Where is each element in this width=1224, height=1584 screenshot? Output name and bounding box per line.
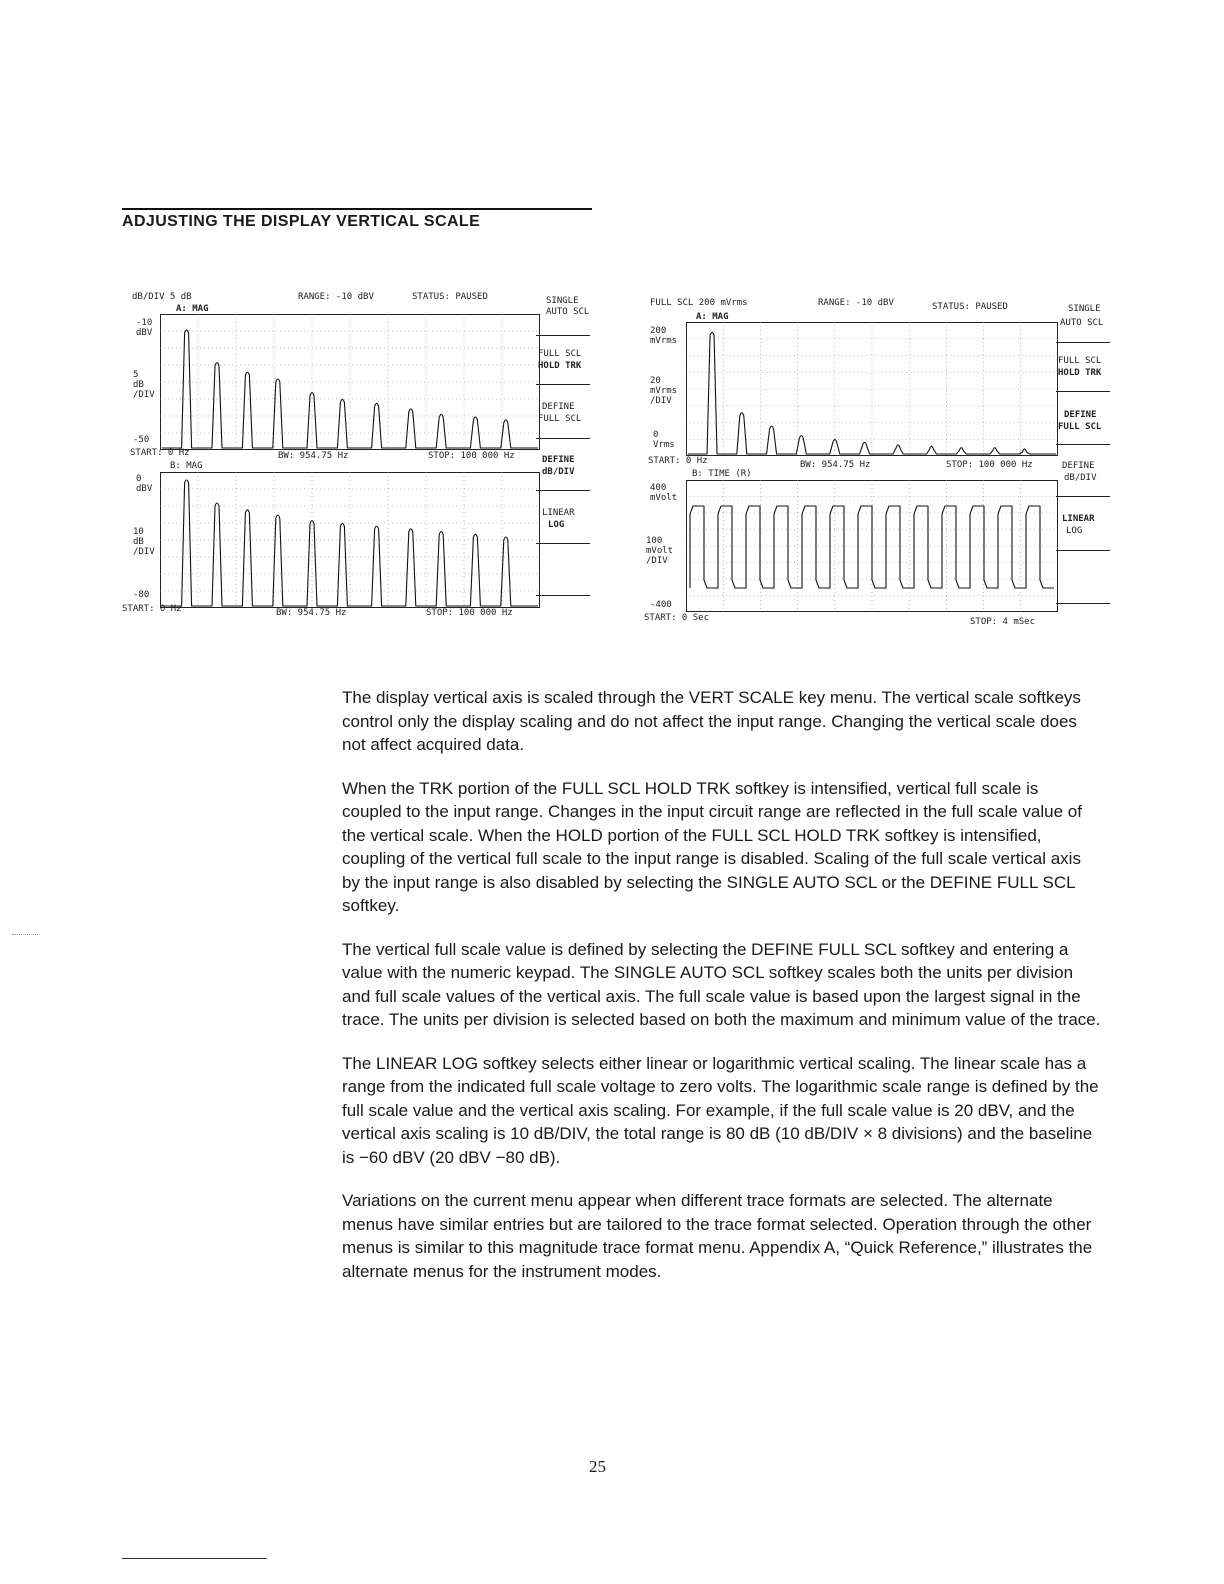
fig1-traceA-div-label: 5 dB /DIV bbox=[133, 370, 155, 400]
fig1-traceA-start: START: 0 Hz bbox=[130, 448, 190, 458]
fig2-softkey-define[interactable]: DEFINE bbox=[1064, 410, 1097, 420]
fig1-softkey-divider bbox=[536, 384, 590, 385]
fig1-softkey-divider bbox=[536, 595, 590, 596]
fig1-single-label: SINGLE bbox=[546, 296, 579, 306]
fig2-softkey-divider bbox=[1056, 550, 1110, 551]
fig2-traceA-start: START: 0 Hz bbox=[648, 456, 708, 466]
fig2-softkey-linear[interactable]: LINEAR bbox=[1062, 514, 1095, 524]
fig1-softkey-divider bbox=[536, 490, 590, 491]
fig2-single-label: SINGLE bbox=[1068, 304, 1101, 314]
fig1-softkey-full-scl[interactable]: FULL SCL bbox=[538, 349, 582, 359]
fig1-range-label: RANGE: -10 dBV bbox=[298, 292, 374, 302]
fig1-traceA-bottom-label: -50 bbox=[133, 435, 150, 445]
fig1-traceB-start: START: 0 Hz bbox=[122, 604, 182, 614]
fig1-softkey-divider bbox=[536, 438, 590, 439]
body-text bbox=[342, 686, 1102, 1303]
page-number: 25 bbox=[589, 1457, 606, 1476]
fig2-traceB-plot bbox=[686, 480, 1058, 612]
fig2-traceB-start: START: 0 Sec bbox=[644, 613, 710, 623]
heading-rule bbox=[122, 208, 592, 210]
fig1-status-label: STATUS: PAUSED bbox=[412, 292, 488, 302]
fig1-softkey-divider bbox=[536, 543, 590, 544]
paragraph: Variations on the current menu appear when different trace formats are selected. The alternate menus have similar entries but are tailored to the trace format selected. Operation through the other menus is similar to this magnitude trace format menu. Appendix A, “Quick Reference,” illustrates the alternate menus for the instrument modes. bbox=[342, 1191, 1093, 1281]
fig1-traceB-bottom-label: -80 bbox=[133, 590, 150, 600]
fig2-softkey-divider bbox=[1056, 496, 1110, 497]
fig2-traceA-bw: BW: 954.75 Hz bbox=[800, 460, 871, 470]
fig1-traceA-plot bbox=[160, 314, 540, 450]
fig2-traceB-stop: STOP: 4 mSec bbox=[970, 617, 1036, 627]
fig2-traceA-div-label: 20 mVrms /DIV bbox=[650, 376, 678, 406]
paragraph: The display vertical axis is scaled through the VERT SCALE key menu. The vertical scale softkeys control only the display scaling and do not affect the input range. Changing the vertical scale does not affect acquired data. bbox=[342, 688, 1081, 754]
fig1-traceB-name: B: MAG bbox=[170, 461, 203, 471]
fig1-scale-label: dB/DIV 5 dB bbox=[132, 292, 192, 302]
fig1-traceA-bw: BW: 954.75 Hz bbox=[278, 451, 349, 461]
fig2-traceB-bottom-label: -400 bbox=[650, 600, 672, 610]
fig2-traceB-name: B: TIME (R) bbox=[692, 469, 752, 479]
fig1-traceB-top-label: 0 dBV bbox=[136, 474, 153, 494]
fig1-traceA-top-label: -10 dBV bbox=[136, 318, 153, 338]
scan-artifact bbox=[12, 934, 40, 936]
paragraph: The vertical full scale value is defined by selecting the DEFINE FULL SCL softkey and entering a value with the numeric keypad. The SINGLE AUTO SCL softkey scales both the units per division and full scale values of the vertical axis. The full scale value is based upon the largest signal in the trace. The units per division is selected based on both the maximum and minimum value of the trace. bbox=[342, 939, 1101, 1029]
fig2-softkey-divider bbox=[1056, 603, 1110, 604]
fig1-softkey-define2[interactable]: DEFINE bbox=[542, 455, 575, 465]
fig2-softkey-hold-trk[interactable]: HOLD TRK bbox=[1058, 368, 1102, 378]
fig1-traceB-stop: STOP: 100 000 Hz bbox=[426, 608, 513, 618]
fig1-traceA-name: A: MAG bbox=[176, 304, 209, 314]
fig2-range-label: RANGE: -10 dBV bbox=[818, 298, 894, 308]
section-heading: ADJUSTING THE DISPLAY VERTICAL SCALE bbox=[122, 213, 481, 230]
fig1-traceB-div-label: 10 dB /DIV bbox=[133, 527, 155, 557]
fig1-softkey-db-div[interactable]: dB/DIV bbox=[542, 467, 575, 477]
fig2-softkey-define2[interactable]: DEFINE bbox=[1062, 461, 1095, 471]
fig2-traceA-name: A: MAG bbox=[696, 312, 729, 322]
fig1-traceB-plot bbox=[160, 472, 540, 608]
paragraph: When the TRK portion of the FULL SCL HOLD TRK softkey is intensified, vertical full scale is coupled to the input range. Changes in the input circuit range are reflected in the full scale value of the vertical scale. When the HOLD portion of the FULL SCL HOLD TRK softkey is intensified, coupling of the vertical full scale to the input range is disabled. Scaling of the full scale vertical axis by the input range is also disabled by selecting the SINGLE AUTO SCL or the DEFINE FULL SCL softkey. bbox=[342, 778, 1082, 915]
fig1-traceA-stop: STOP: 100 000 Hz bbox=[428, 451, 515, 461]
paragraph: The LINEAR LOG softkey selects either linear or logarithmic vertical scaling. The linear scale has a range from the indicated full scale voltage to zero volts. The logarithmic scale range is defined by the full scale value and the vertical axis scaling. For example, if the full scale value is 20 dBV, and the vertical axis scaling is 10 dB/DIV, the total range is 80 dB (10 dB/DIV × 8 divisions) and the baseline is −60 dBV (20 dBV −80 dB). bbox=[342, 1053, 1099, 1167]
fig1-softkey-divider bbox=[536, 335, 590, 336]
fig2-softkey-auto-scl[interactable]: AUTO SCL bbox=[1060, 318, 1104, 328]
fig2-softkey-full-scl[interactable]: FULL SCL bbox=[1058, 356, 1102, 366]
fig2-scale-label: FULL SCL 200 mVrms bbox=[650, 298, 748, 308]
time-trace bbox=[690, 506, 1054, 588]
footer-rule bbox=[122, 1558, 267, 1559]
fig1-softkey-log[interactable]: LOG bbox=[548, 520, 565, 530]
fig2-softkey-divider bbox=[1056, 444, 1110, 445]
fig2-traceB-div-label: 100 mVolt /DIV bbox=[646, 536, 674, 566]
fig1-softkey-auto-scl[interactable]: AUTO SCL bbox=[546, 307, 590, 317]
fig1-softkey-define[interactable]: DEFINE bbox=[542, 402, 575, 412]
fig2-status-label: STATUS: PAUSED bbox=[932, 302, 1008, 312]
fig2-softkey-log[interactable]: LOG bbox=[1066, 526, 1083, 536]
spectrum-trace bbox=[162, 480, 538, 606]
fig2-traceA-top-label: 200 mVrms bbox=[650, 326, 678, 346]
fig2-softkey-divider bbox=[1056, 391, 1110, 392]
fig1-softkey-hold-trk[interactable]: HOLD TRK bbox=[538, 361, 582, 371]
fig1-traceB-bw: BW: 954.75 Hz bbox=[276, 608, 347, 618]
fig2-softkey-define-full-scl[interactable]: FULL SCL bbox=[1058, 422, 1102, 432]
fig1-softkey-linear[interactable]: LINEAR bbox=[542, 508, 575, 518]
fig2-traceB-top-label: 400 mVolt bbox=[650, 483, 678, 503]
fig2-softkey-divider bbox=[1056, 342, 1110, 343]
fig2-softkey-db-div[interactable]: dB/DIV bbox=[1064, 473, 1097, 483]
fig2-traceA-stop: STOP: 100 000 Hz bbox=[946, 460, 1033, 470]
fig2-traceA-plot bbox=[686, 322, 1058, 456]
fig1-softkey-define-full-scl[interactable]: FULL SCL bbox=[538, 414, 582, 424]
fig2-traceA-bottom-label: 0 Vrms bbox=[653, 430, 675, 450]
